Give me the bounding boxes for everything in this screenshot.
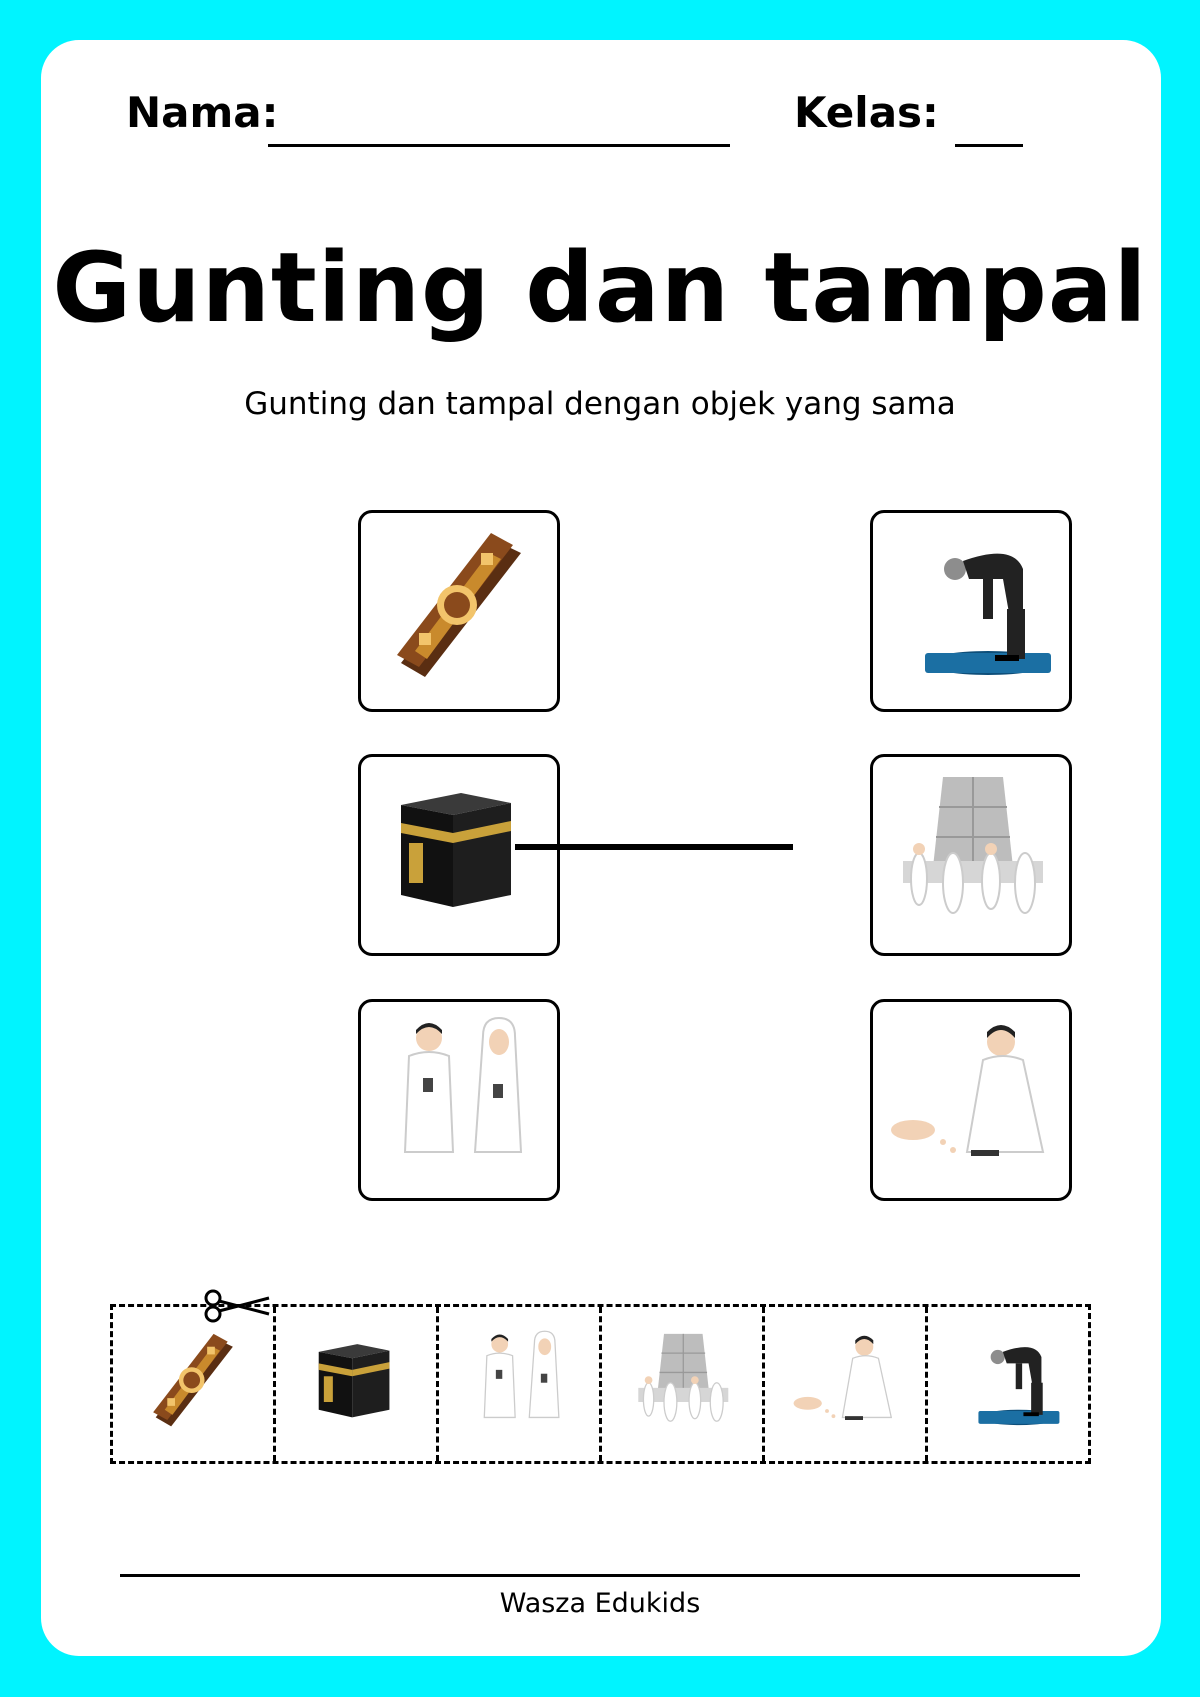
jamarat-icon bbox=[612, 1321, 752, 1447]
tahallul-haircut-icon bbox=[873, 1002, 1069, 1198]
scissors-icon bbox=[203, 1288, 273, 1324]
footer-brand: Wasza Edukids bbox=[499, 1588, 701, 1619]
worksheet-title: Gunting dan tampal bbox=[52, 232, 1148, 344]
ihram-couple-icon bbox=[361, 1002, 557, 1198]
kaaba-icon bbox=[361, 757, 557, 953]
ruku-prayer-icon bbox=[938, 1321, 1078, 1447]
ihram-couple-icon bbox=[449, 1321, 589, 1447]
paste-box-3[interactable] bbox=[870, 999, 1072, 1201]
quran-icon bbox=[361, 513, 557, 709]
paste-box-1[interactable] bbox=[870, 510, 1072, 712]
ruku-prayer-icon bbox=[873, 513, 1069, 709]
cut-card-ihram[interactable] bbox=[439, 1307, 602, 1461]
tahallul-haircut-icon bbox=[775, 1321, 915, 1447]
cut-card-haircut[interactable] bbox=[765, 1307, 928, 1461]
name-input-line[interactable] bbox=[268, 144, 730, 147]
worksheet-instruction: Gunting dan tampal dengan objek yang sama bbox=[244, 386, 956, 422]
quran-icon bbox=[123, 1321, 263, 1447]
jamarat-icon bbox=[873, 757, 1069, 953]
paste-box-2[interactable] bbox=[870, 754, 1072, 956]
cut-card-ruku[interactable] bbox=[928, 1307, 1088, 1461]
footer-divider bbox=[120, 1574, 1080, 1577]
name-label: Nama: bbox=[126, 88, 279, 137]
left-box-kaaba bbox=[358, 754, 560, 956]
cut-card-kaaba[interactable] bbox=[276, 1307, 439, 1461]
class-input-line[interactable] bbox=[955, 144, 1023, 147]
left-box-quran bbox=[358, 510, 560, 712]
left-box-ihram bbox=[358, 999, 560, 1201]
cut-card-quran[interactable] bbox=[113, 1307, 276, 1461]
cut-out-strip bbox=[110, 1304, 1091, 1464]
cut-card-jamarat[interactable] bbox=[602, 1307, 765, 1461]
kaaba-icon bbox=[286, 1321, 426, 1447]
matching-line bbox=[515, 844, 793, 850]
class-label: Kelas: bbox=[794, 88, 939, 137]
